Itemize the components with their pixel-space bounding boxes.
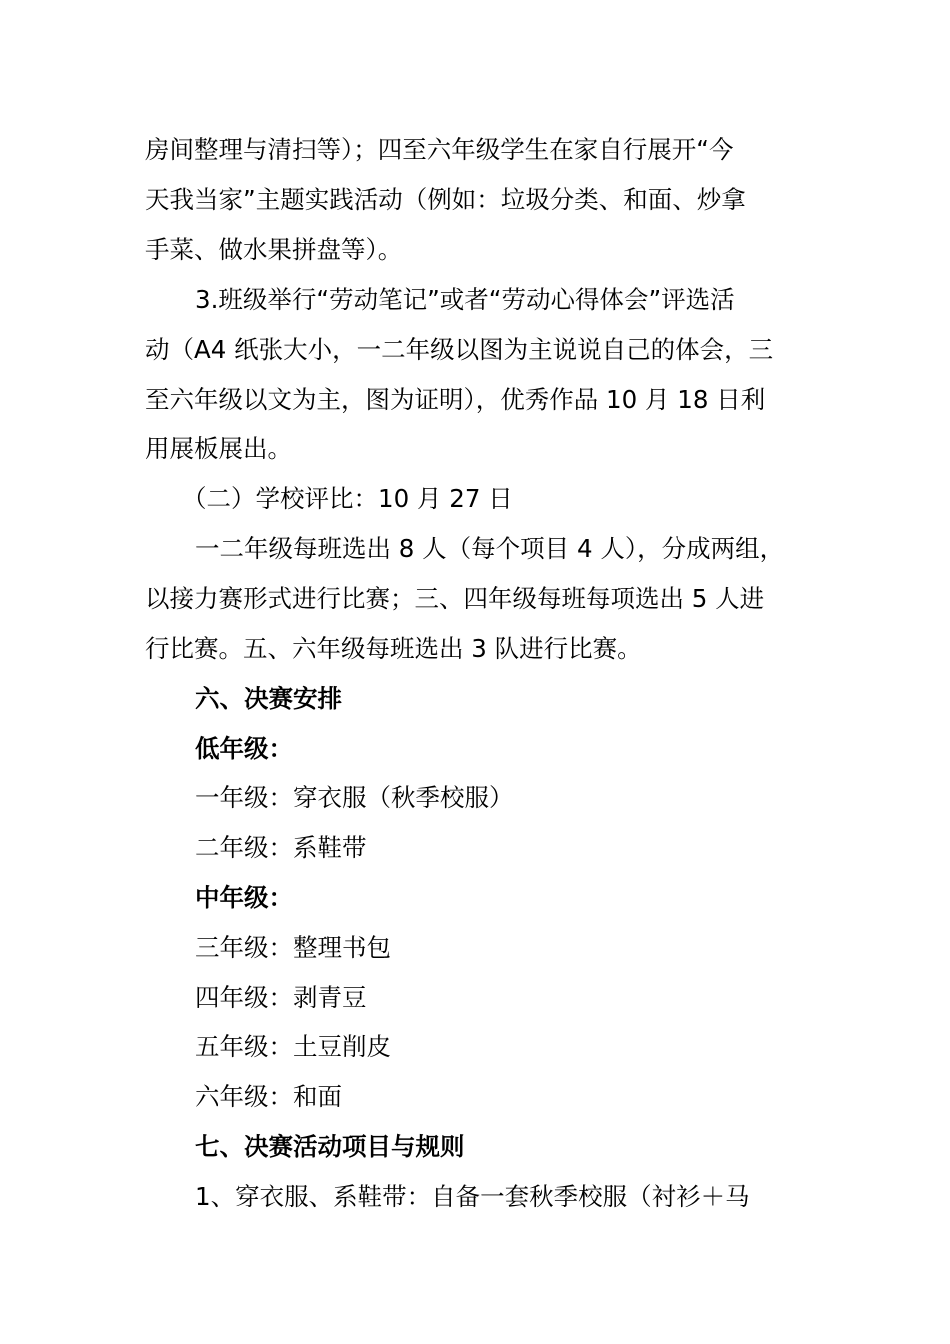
- section-heading: 六、决赛安排: [195, 684, 342, 713]
- list-item: 五年级：土豆削皮: [195, 1032, 391, 1061]
- body-text-line: 用展板展出。: [145, 434, 292, 463]
- body-text-line: 以接力赛形式进行比赛；三、四年级每班每项选出 5 人进: [145, 584, 765, 613]
- list-item: 一年级：穿衣服（秋季校服）: [195, 783, 514, 812]
- subsection-heading: （二）学校评比：10 月 27 日: [182, 484, 513, 513]
- body-text-line: 3.班级举行“劳动笔记”或者“劳动心得体会”评选活: [195, 285, 735, 314]
- list-item: 四年级：剥青豆: [195, 983, 367, 1012]
- group-heading: 低年级：: [195, 734, 293, 763]
- body-text-line: 至六年级以文为主，图为证明），优秀作品 10 月 18 日利: [145, 385, 766, 414]
- list-item: 三年级：整理书包: [195, 933, 391, 962]
- section-heading: 七、决赛活动项目与规则: [195, 1132, 465, 1161]
- body-text-line: 行比赛。五、六年级每班选出 3 队进行比赛。: [145, 634, 642, 663]
- body-text-line: 房间整理与清扫等）；四至六年级学生在家自行展开“今: [145, 135, 734, 164]
- body-text-line: 1、穿衣服、系鞋带：自备一套秋季校服（衬衫＋马: [195, 1182, 750, 1211]
- group-heading: 中年级：: [195, 883, 293, 912]
- body-text-line: 一二年级每班选出 8 人（每个项目 4 人），分成两组，: [195, 534, 785, 563]
- body-text-line: 动（A4 纸张大小，一二年级以图为主说说自己的体会，三: [145, 335, 774, 364]
- list-item: 二年级：系鞋带: [195, 833, 367, 862]
- body-text-line: 手菜、做水果拼盘等）。: [145, 235, 403, 264]
- body-text-line: 天我当家”主题实践活动（例如：垃圾分类、和面、炒拿: [145, 185, 746, 214]
- list-item: 六年级：和面: [195, 1082, 342, 1111]
